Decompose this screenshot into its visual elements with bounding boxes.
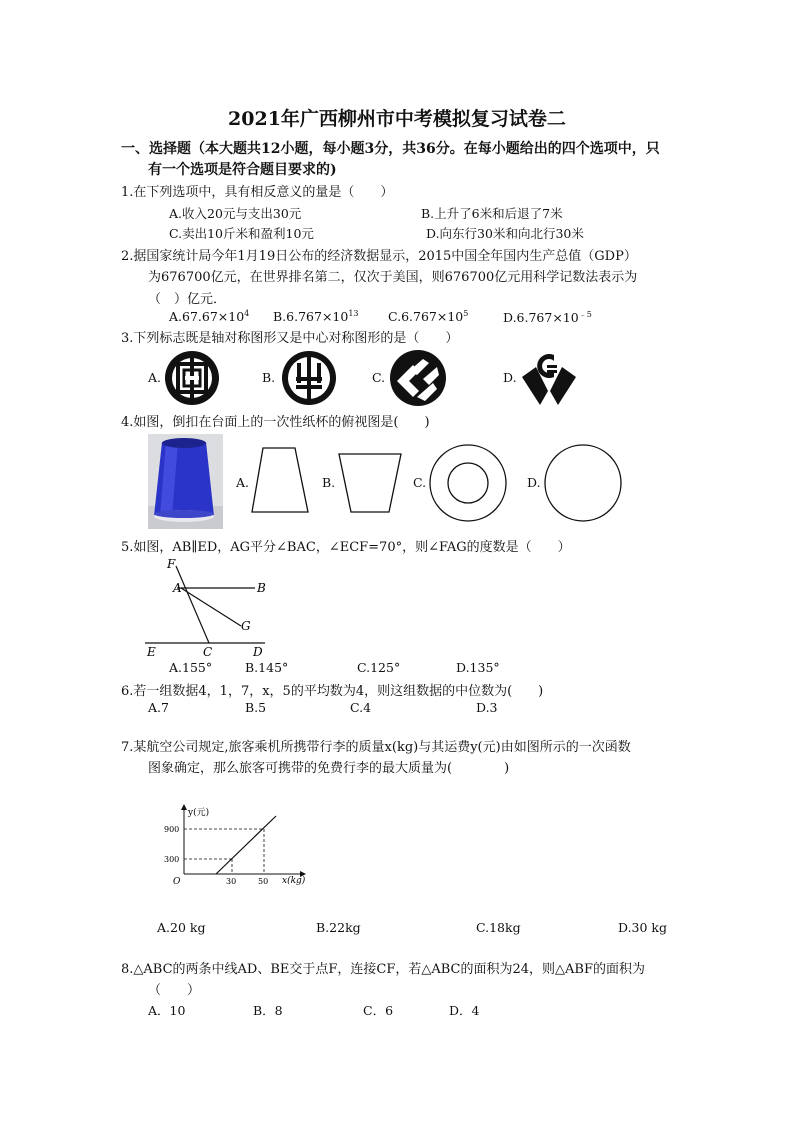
q2-line2: 为676700亿元，在世界排名第二，仅次于美国，则676700亿元用科学记数法表示为 (148, 270, 638, 285)
label-c: C (203, 645, 213, 659)
q3-label-a: A. (148, 370, 162, 385)
q2-line3: （ ）亿元． (148, 292, 227, 307)
q8-line2: （ ） (148, 983, 201, 998)
q5-stem: 5.如图，AB∥ED，AG平分∠BAC，∠ECF=70°，则∠FAG的度数是（ ） (121, 540, 571, 555)
q3-label-c: C. (372, 370, 386, 385)
trapezoid-wide-top (337, 452, 403, 514)
q8-option-d: D．4 (449, 1003, 480, 1018)
q1-option-c: C.卖出10斤米和盈利10元 (169, 226, 314, 241)
concentric-circles (428, 443, 508, 523)
q3-label-b: B. (262, 370, 276, 385)
mobile-logo-icon-c (389, 349, 447, 407)
q2-line1: 2.据国家统计局今年1月19日公布的经济数据显示，2015中国全年国内生产总值（GDP） (121, 249, 637, 264)
q1-stem: 1.在下列选项中，具有相反意义的量是（ ） (121, 185, 394, 200)
bank-logo-icon-b (280, 349, 338, 407)
q2-option-a: $A.67.67\times 10^4$ (169, 309, 250, 325)
section-heading-line1: 一、选择题（本大题共12小题，每小题3分，共36分。在每小题给出的四个选项中，只 (121, 141, 660, 157)
graph-x-label: x(kg) (282, 876, 306, 886)
q7-option-c: C.18kg (476, 920, 521, 935)
label-a: A (173, 581, 182, 595)
q6-option-b: B.5 (245, 700, 267, 715)
q4-label-b: B. (322, 475, 336, 490)
q7-line2: 图象确定，那么旅客可携带的免费行李的最大质量为( ) (148, 761, 510, 776)
q6-option-c: C.4 (350, 700, 372, 715)
q7-option-d: D.30 kg (618, 920, 668, 935)
single-circle (543, 443, 623, 523)
q5-option-a: A.155° (169, 660, 213, 675)
section-heading-line2: 有一个选项是符合题目要求的) (148, 162, 337, 178)
q4-label-a: A. (236, 475, 250, 490)
q1-option-a: A.收入20元与支出30元 (169, 206, 302, 221)
graph-y-label: y(元) (188, 808, 210, 818)
label-e: E (147, 645, 156, 659)
q6-stem: 6.若一组数据4，1，7，x，5的平均数为4，则这组数据的中位数为( ) (121, 684, 544, 699)
q6-option-a: A.7 (148, 700, 169, 715)
trapezoid-narrow-top (250, 446, 310, 514)
q5-option-c: C.125° (357, 660, 401, 675)
label-f: F (167, 557, 176, 571)
q7-option-b: B.22kg (316, 920, 361, 935)
label-d: D (253, 645, 263, 659)
q5-option-d: D.135° (456, 660, 500, 675)
label-g: G (241, 619, 251, 633)
q7-option-a: A.20 kg (157, 920, 206, 935)
graph-tick-50: 50 (258, 877, 269, 886)
q6-option-d: D.3 (476, 700, 498, 715)
q7-line1: 7.某航空公司规定,旅客乘机所携带行李的质量x(kg)与其运费y(元)由如图所示的一次函数 (121, 740, 631, 755)
q4-label-c: C. (413, 475, 427, 490)
q8-option-b: B．8 (253, 1003, 283, 1018)
q3-label-d: D. (503, 370, 517, 385)
q3-stem: 3.下列标志既是轴对称图形又是中心对称图形的是（ ） (121, 331, 459, 346)
q5-geometry-figure (143, 556, 273, 658)
label-b: B (257, 581, 266, 595)
q1-option-d: D.向东行30米和向北行30米 (426, 226, 584, 241)
q4-label-d: D. (527, 475, 541, 490)
graph-tick-30: 30 (226, 877, 237, 886)
q8-line1: 8.△ABC的两条中线AD、BE交于点F，连接CF，若△ABC的面积为24，则△ABF的面积为 (121, 962, 645, 977)
paper-cup-photo (148, 434, 223, 529)
q7-function-graph (160, 802, 310, 890)
q5-option-b: B.145° (245, 660, 289, 675)
graph-origin: O (173, 877, 181, 887)
q1-option-b: B.上升了6米和后退了7米 (421, 206, 563, 221)
q2-option-d: $D.6.767\times 10^{﹣5}$ (503, 310, 592, 326)
q8-option-a: A．10 (148, 1003, 186, 1018)
page-title: 2021年广西柳州市中考模拟复习试卷二 (228, 108, 566, 130)
q2-option-b: $B.6.767\times 10^{13}$ (273, 309, 359, 325)
bank-logo-icon-a (163, 349, 221, 407)
graph-tick-900: 900 (164, 825, 180, 834)
q4-stem: 4.如图，倒扣在台面上的一次性纸杯的俯视图是( ) (121, 415, 430, 430)
q8-option-c: C．6 (363, 1003, 394, 1018)
q2-option-c: $C.6.767\times 10^5$ (388, 309, 469, 325)
graph-tick-300: 300 (164, 855, 180, 864)
bank-logo-icon-d (520, 349, 578, 407)
